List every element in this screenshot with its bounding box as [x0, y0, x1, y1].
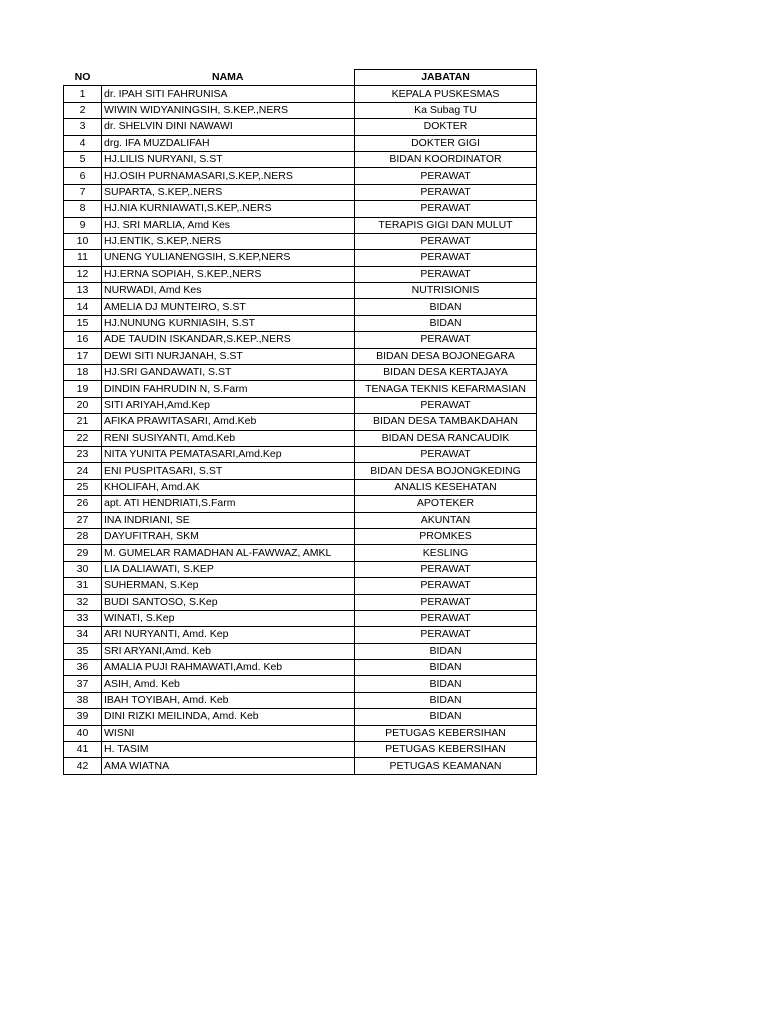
- table-row: [64, 348, 537, 364]
- staff-position: TERAPIS GIGI DAN MULUT: [355, 217, 537, 233]
- staff-position: PERAWAT: [355, 561, 537, 577]
- staff-position: PROMKES: [355, 528, 537, 544]
- row-number: 24: [64, 463, 102, 479]
- staff-name: DINDIN FAHRUDIN N, S.Farm: [102, 381, 355, 397]
- staff-name: KHOLIFAH, Amd.AK: [102, 479, 355, 495]
- row-number: 8: [64, 201, 102, 217]
- staff-position: BIDAN DESA KERTAJAYA: [355, 365, 537, 381]
- row-number: 27: [64, 512, 102, 528]
- staff-name: LIA DALIAWATI, S.KEP: [102, 561, 355, 577]
- staff-position: DOKTER: [355, 119, 537, 135]
- staff-name: HJ.NIA KURNIAWATI,S.KEP,.NERS: [102, 201, 355, 217]
- table-row: [64, 151, 537, 167]
- staff-position: TENAGA TEKNIS KEFARMASIAN: [355, 381, 537, 397]
- staff-name: DAYUFITRAH, SKM: [102, 528, 355, 544]
- row-number: 4: [64, 135, 102, 151]
- row-number: 17: [64, 348, 102, 364]
- row-number: 13: [64, 283, 102, 299]
- staff-name: AMELIA DJ MUNTEIRO, S.ST: [102, 299, 355, 315]
- staff-position: PERAWAT: [355, 201, 537, 217]
- row-number: 3: [64, 119, 102, 135]
- row-number: 37: [64, 676, 102, 692]
- staff-name: SRI ARYANI,Amd. Keb: [102, 643, 355, 659]
- row-number: 33: [64, 610, 102, 626]
- staff-position: PERAWAT: [355, 250, 537, 266]
- staff-name: SITI ARIYAH,Amd.Kep: [102, 397, 355, 413]
- row-number: 14: [64, 299, 102, 315]
- table-row: [64, 594, 537, 610]
- row-number: 34: [64, 627, 102, 643]
- row-number: 6: [64, 168, 102, 184]
- table-row: [64, 479, 537, 495]
- staff-position: BIDAN: [355, 676, 537, 692]
- staff-position: PERAWAT: [355, 446, 537, 462]
- staff-position: BIDAN: [355, 692, 537, 708]
- row-number: 11: [64, 250, 102, 266]
- row-number: 39: [64, 709, 102, 725]
- staff-position: ANALIS KESEHATAN: [355, 479, 537, 495]
- table-row: [64, 201, 537, 217]
- table-row: [64, 758, 537, 774]
- staff-position: BIDAN: [355, 643, 537, 659]
- table-row: [64, 414, 537, 430]
- staff-name: HJ.LILIS NURYANI, S.ST: [102, 151, 355, 167]
- staff-position: BIDAN DESA BOJONEGARA: [355, 348, 537, 364]
- row-number: 26: [64, 496, 102, 512]
- table-row: [64, 135, 537, 151]
- staff-position: Ka Subag TU: [355, 102, 537, 118]
- staff-position: NUTRISIONIS: [355, 283, 537, 299]
- table-row: [64, 528, 537, 544]
- staff-name: NURWADI, Amd Kes: [102, 283, 355, 299]
- staff-name: WINATI, S.Kep: [102, 610, 355, 626]
- staff-name: HJ. SRI MARLIA, Amd Kes: [102, 217, 355, 233]
- row-number: 18: [64, 365, 102, 381]
- staff-position: BIDAN DESA RANCAUDIK: [355, 430, 537, 446]
- table-row: [64, 397, 537, 413]
- staff-name: drg. IFA MUZDALIFAH: [102, 135, 355, 151]
- staff-name: HJ.NUNUNG KURNIASIH, S.ST: [102, 315, 355, 331]
- staff-name: HJ.SRI GANDAWATI, S.ST: [102, 365, 355, 381]
- staff-name: ADE TAUDIN ISKANDAR,S.KEP.,NERS: [102, 332, 355, 348]
- staff-position: PERAWAT: [355, 184, 537, 200]
- header-jabatan: JABATAN: [355, 70, 537, 86]
- staff-name: ENI PUSPITASARI, S.ST: [102, 463, 355, 479]
- table-row: [64, 430, 537, 446]
- staff-position: PERAWAT: [355, 266, 537, 282]
- table-row: [64, 496, 537, 512]
- row-number: 1: [64, 86, 102, 102]
- staff-name: ARI NURYANTI, Amd. Kep: [102, 627, 355, 643]
- row-number: 7: [64, 184, 102, 200]
- table-row: [64, 299, 537, 315]
- table-row: [64, 561, 537, 577]
- row-number: 29: [64, 545, 102, 561]
- row-number: 32: [64, 594, 102, 610]
- staff-name: HJ.OSIH PURNAMASARI,S.KEP,.NERS: [102, 168, 355, 184]
- staff-position: APOTEKER: [355, 496, 537, 512]
- header-no: NO: [64, 70, 102, 86]
- staff-name: apt. ATI HENDRIATI,S.Farm: [102, 496, 355, 512]
- staff-position: PERAWAT: [355, 397, 537, 413]
- staff-position: BIDAN: [355, 709, 537, 725]
- table-row: [64, 184, 537, 200]
- row-number: 42: [64, 758, 102, 774]
- row-number: 35: [64, 643, 102, 659]
- staff-name: dr. SHELVIN DINI NAWAWI: [102, 119, 355, 135]
- row-number: 10: [64, 233, 102, 249]
- staff-name: INA INDRIANI, SE: [102, 512, 355, 528]
- row-number: 12: [64, 266, 102, 282]
- staff-name: ASIH, Amd. Keb: [102, 676, 355, 692]
- table-row: [64, 446, 537, 462]
- staff-position: PERAWAT: [355, 332, 537, 348]
- table-row: [64, 463, 537, 479]
- staff-position: KEPALA PUSKESMAS: [355, 86, 537, 102]
- header-nama: NAMA: [102, 70, 355, 86]
- staff-name: SUHERMAN, S.Kep: [102, 578, 355, 594]
- table-row: [64, 119, 537, 135]
- table-row: [64, 233, 537, 249]
- staff-name: WISNI: [102, 725, 355, 741]
- table-row: [64, 725, 537, 741]
- staff-position: AKUNTAN: [355, 512, 537, 528]
- table-row: [64, 217, 537, 233]
- table-row: [64, 512, 537, 528]
- staff-position: PERAWAT: [355, 578, 537, 594]
- row-number: 36: [64, 660, 102, 676]
- staff-position: KESLING: [355, 545, 537, 561]
- row-number: 21: [64, 414, 102, 430]
- table-row: [64, 643, 537, 659]
- table-row: [64, 709, 537, 725]
- staff-name: SUPARTA, S.KEP,.NERS: [102, 184, 355, 200]
- staff-position: BIDAN KOORDINATOR: [355, 151, 537, 167]
- table-body: [64, 86, 537, 774]
- staff-name: AMA WIATNA: [102, 758, 355, 774]
- staff-name: BUDI SANTOSO, S.Kep: [102, 594, 355, 610]
- table-row: [64, 86, 537, 102]
- staff-position: BIDAN: [355, 660, 537, 676]
- row-number: 16: [64, 332, 102, 348]
- row-number: 15: [64, 315, 102, 331]
- table-row: [64, 315, 537, 331]
- table-row: [64, 381, 537, 397]
- staff-name: IBAH TOYIBAH, Amd. Keb: [102, 692, 355, 708]
- staff-position: DOKTER GIGI: [355, 135, 537, 151]
- staff-position: PERAWAT: [355, 594, 537, 610]
- staff-position: BIDAN: [355, 299, 537, 315]
- staff-position: PETUGAS KEAMANAN: [355, 758, 537, 774]
- staff-position: BIDAN: [355, 315, 537, 331]
- row-number: 23: [64, 446, 102, 462]
- table-row: [64, 365, 537, 381]
- row-number: 19: [64, 381, 102, 397]
- staff-position: PETUGAS KEBERSIHAN: [355, 725, 537, 741]
- staff-name: AFIKA PRAWITASARI, Amd.Keb: [102, 414, 355, 430]
- table-row: [64, 692, 537, 708]
- table-row: [64, 660, 537, 676]
- staff-position: PERAWAT: [355, 627, 537, 643]
- staff-name: HJ.ERNA SOPIAH, S.KEP.,NERS: [102, 266, 355, 282]
- table-row: [64, 266, 537, 282]
- staff-name: RENI SUSIYANTI, Amd.Keb: [102, 430, 355, 446]
- row-number: 41: [64, 742, 102, 758]
- staff-name: NITA YUNITA PEMATASARI,Amd.Kep: [102, 446, 355, 462]
- row-number: 2: [64, 102, 102, 118]
- row-number: 31: [64, 578, 102, 594]
- staff-name: H. TASIM: [102, 742, 355, 758]
- staff-name: HJ.ENTIK, S.KEP,.NERS: [102, 233, 355, 249]
- staff-position: PERAWAT: [355, 168, 537, 184]
- table-row: [64, 168, 537, 184]
- staff-position: PETUGAS KEBERSIHAN: [355, 742, 537, 758]
- table-row: [64, 102, 537, 118]
- row-number: 9: [64, 217, 102, 233]
- row-number: 30: [64, 561, 102, 577]
- row-number: 38: [64, 692, 102, 708]
- staff-table: [63, 69, 537, 775]
- staff-position: BIDAN DESA BOJONGKEDING: [355, 463, 537, 479]
- table-row: [64, 578, 537, 594]
- table-row: [64, 676, 537, 692]
- staff-name: dr. IPAH SITI FAHRUNISA: [102, 86, 355, 102]
- row-number: 5: [64, 151, 102, 167]
- staff-position: BIDAN DESA TAMBAKDAHAN: [355, 414, 537, 430]
- table-row: [64, 742, 537, 758]
- row-number: 40: [64, 725, 102, 741]
- row-number: 20: [64, 397, 102, 413]
- staff-position: PERAWAT: [355, 610, 537, 626]
- staff-name: DINI RIZKI MEILINDA, Amd. Keb: [102, 709, 355, 725]
- table-row: [64, 283, 537, 299]
- table-row: [64, 627, 537, 643]
- header-row: [64, 70, 537, 86]
- staff-name: WIWIN WIDYANINGSIH, S.KEP.,NERS: [102, 102, 355, 118]
- row-number: 22: [64, 430, 102, 446]
- staff-name: UNENG YULIANENGSIH, S.KEP,NERS: [102, 250, 355, 266]
- staff-name: DEWI SITI NURJANAH, S.ST: [102, 348, 355, 364]
- table-row: [64, 545, 537, 561]
- staff-name: M. GUMELAR RAMADHAN AL-FAWWAZ, AMKL: [102, 545, 355, 561]
- table-row: [64, 332, 537, 348]
- table-row: [64, 250, 537, 266]
- row-number: 25: [64, 479, 102, 495]
- staff-position: PERAWAT: [355, 233, 537, 249]
- table-row: [64, 610, 537, 626]
- row-number: 28: [64, 528, 102, 544]
- staff-name: AMALIA PUJI RAHMAWATI,Amd. Keb: [102, 660, 355, 676]
